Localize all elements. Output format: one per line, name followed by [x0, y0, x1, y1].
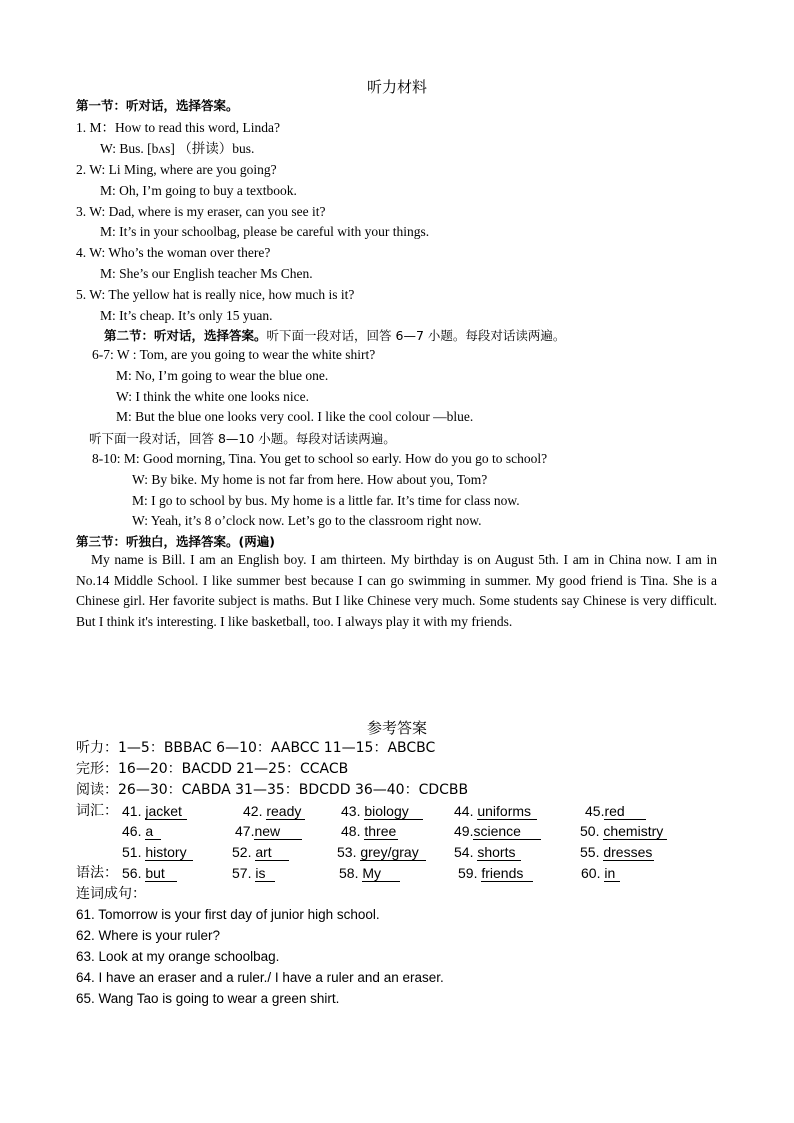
grammar-item: [232, 863, 275, 883]
part1-line: M: Oh, I’m going to buy a textbook.: [100, 183, 297, 198]
grammar-num: 59.: [458, 865, 478, 881]
vocab-item: [341, 801, 423, 821]
grammar-num: 56.: [122, 865, 142, 881]
part1-line: M: She’s our English teacher Ms Chen.: [100, 266, 313, 281]
answers-reading: 阅读：26—30：CABDA 31—35：BDCDD 36—40：CDCBB: [76, 782, 469, 798]
grammar-num: 58.: [339, 865, 359, 881]
sentence-answer: 63. Look at my orange schoolbag.: [76, 949, 280, 964]
vocab-num: 54.: [454, 844, 474, 860]
vocab-answer: shorts: [477, 844, 521, 861]
part2-heading: [104, 327, 565, 345]
vocab-answer: art: [255, 844, 289, 861]
vocab-answer: a: [145, 823, 161, 840]
sentence-answer: 65. Wang Tao is going to wear a green shirt.: [76, 991, 340, 1006]
part2-intro: 听下面一段对话，回答 6—7 小题。每段对话读两遍。: [266, 328, 566, 343]
vocab-answer: three: [364, 823, 398, 840]
vocab-num: 41.: [122, 803, 142, 819]
vocab-item: [580, 821, 667, 841]
vocab-item: [232, 842, 289, 862]
vocab-num: 48.: [341, 823, 361, 839]
dialog2-intro: 听下面一段对话，回答 8—10 小题。每段对话读两遍。: [89, 431, 396, 446]
vocab-num: 53.: [337, 844, 357, 860]
grammar-answer: is: [255, 865, 275, 882]
vocab-item: [243, 801, 305, 821]
part1-line: 1. M：How to read this word, Linda?: [76, 120, 280, 135]
sentence-answer: 62. Where is your ruler?: [76, 928, 221, 943]
grammar-answer: My: [362, 865, 400, 882]
grammar-item: [458, 863, 533, 883]
grammar-answer: friends: [481, 865, 533, 882]
part1-line: 5. W: The yellow hat is really nice, how much is it?: [76, 287, 355, 302]
grammar-item: [581, 863, 620, 883]
vocab-num: 49.: [454, 823, 474, 839]
vocab-item: [337, 842, 426, 862]
part1-line: M: It’s in your schoolbag, please be careful with your things.: [100, 224, 430, 239]
grammar-item: [339, 863, 400, 883]
vocab-answer: uniforms: [477, 803, 537, 820]
dialog2-line: W: By bike. My home is not far from here. How about you, Tom?: [132, 472, 488, 487]
sentence-answer: 64. I have an eraser and a ruler./ I have a ruler and an eraser.: [76, 970, 444, 985]
dialog1-line: M: But the blue one looks very cool. I like the cool colour —blue.: [116, 409, 474, 424]
answers-cloze: 完形：16—20：BACDD 21—25：CCACB: [76, 761, 349, 777]
vocab-label: 词汇：: [76, 803, 118, 819]
grammar-answer: in: [604, 865, 620, 882]
part1-line: 3. W: Dad, where is my eraser, can you see it?: [76, 204, 326, 219]
vocab-num: 50.: [580, 823, 600, 839]
vocab-answer: biology: [364, 803, 423, 820]
dialog1-line: W: I think the white one looks nice.: [116, 389, 309, 404]
listening-script-title: 听力材料: [366, 78, 427, 96]
vocab-item: [454, 801, 537, 821]
vocab-num: 46.: [122, 823, 142, 839]
part1-line: 4. W: Who’s the woman over there?: [76, 245, 271, 260]
dialog1-line: M: No, I’m going to wear the blue one.: [116, 368, 329, 383]
answers-listening: 听力：1—5：BBBAC 6—10：AABCC 11—15：ABCBC: [76, 740, 436, 756]
grammar-label: 语法：: [76, 865, 118, 881]
vocab-num: 43.: [341, 803, 361, 819]
vocab-answer: history: [145, 844, 193, 861]
vocab-num: 51.: [122, 844, 142, 860]
grammar-num: 57.: [232, 865, 252, 881]
vocab-answer: science: [473, 823, 541, 840]
vocab-num: 42.: [243, 803, 263, 819]
vocab-item: [122, 801, 187, 821]
vocab-item: [235, 821, 302, 841]
grammar-item: [122, 863, 177, 883]
dialog2-line: W: Yeah, it’s 8 o’clock now. Let’s go to the classroom right now.: [132, 513, 482, 528]
vocab-item: [122, 821, 161, 841]
vocab-answer: new: [254, 823, 302, 840]
vocab-num: 45.: [585, 803, 605, 819]
vocab-item: [454, 821, 541, 841]
vocab-answer: grey/gray: [360, 844, 426, 861]
vocab-answer: ready: [266, 803, 305, 820]
sentence-label: 连词成句：: [76, 886, 146, 902]
vocab-answer: jacket: [145, 803, 187, 820]
part1-line: 2. W: Li Ming, where are you going?: [76, 162, 277, 177]
vocab-answer: chemistry: [603, 823, 667, 840]
dialog1-line: 6-7: W : Tom, are you going to wear the white shirt?: [92, 347, 376, 362]
vocab-item: [454, 842, 521, 862]
part3-heading: 第三节：听独白，选择答案。(两遍): [76, 534, 275, 549]
sentence-answer: 61. Tomorrow is your first day of junior high school.: [76, 907, 380, 922]
vocab-num: 44.: [454, 803, 474, 819]
part2-heading-label: 第二节：听对话，选择答案。: [104, 328, 267, 343]
part1-line: W: Bus. [bʌs] （拼读）bus.: [100, 141, 255, 156]
vocab-num: 52.: [232, 844, 252, 860]
grammar-answer: but: [145, 865, 177, 882]
vocab-item: [122, 842, 193, 862]
vocab-num: 47.: [235, 823, 255, 839]
vocab-num: 55.: [580, 844, 600, 860]
vocab-item: [341, 821, 398, 841]
part1-heading: 第一节：听对话，选择答案。: [76, 98, 239, 113]
part1-line: M: It’s cheap. It’s only 15 yuan.: [100, 308, 273, 323]
answers-title: 参考答案: [366, 719, 427, 737]
vocab-item: [585, 801, 646, 821]
vocab-answer: dresses: [603, 844, 653, 860]
vocab-answer: red: [604, 803, 646, 820]
dialog2-line: 8-10: M: Good morning, Tina. You get to school so early. How do you go to school?: [92, 451, 548, 466]
dialog2-line: M: I go to school by bus. My home is a little far. It’s time for class now.: [132, 493, 520, 508]
monologue-paragraph: My name is Bill. I am an English boy. I am thirteen. My birthday is on August 5th. I am in China now. I am in No.14 Middle School. I like summer best because I can go swimming in summer. My good friend is Tina. She is a Chinese girl. Her favorite subject is maths. But I like Chinese very much. Some students say Chinese is very difficult. But I think it's interesting. I like basketball, too. I always play it with my friends.: [76, 552, 717, 630]
vocab-item: [580, 842, 654, 862]
grammar-num: 60.: [581, 865, 601, 881]
